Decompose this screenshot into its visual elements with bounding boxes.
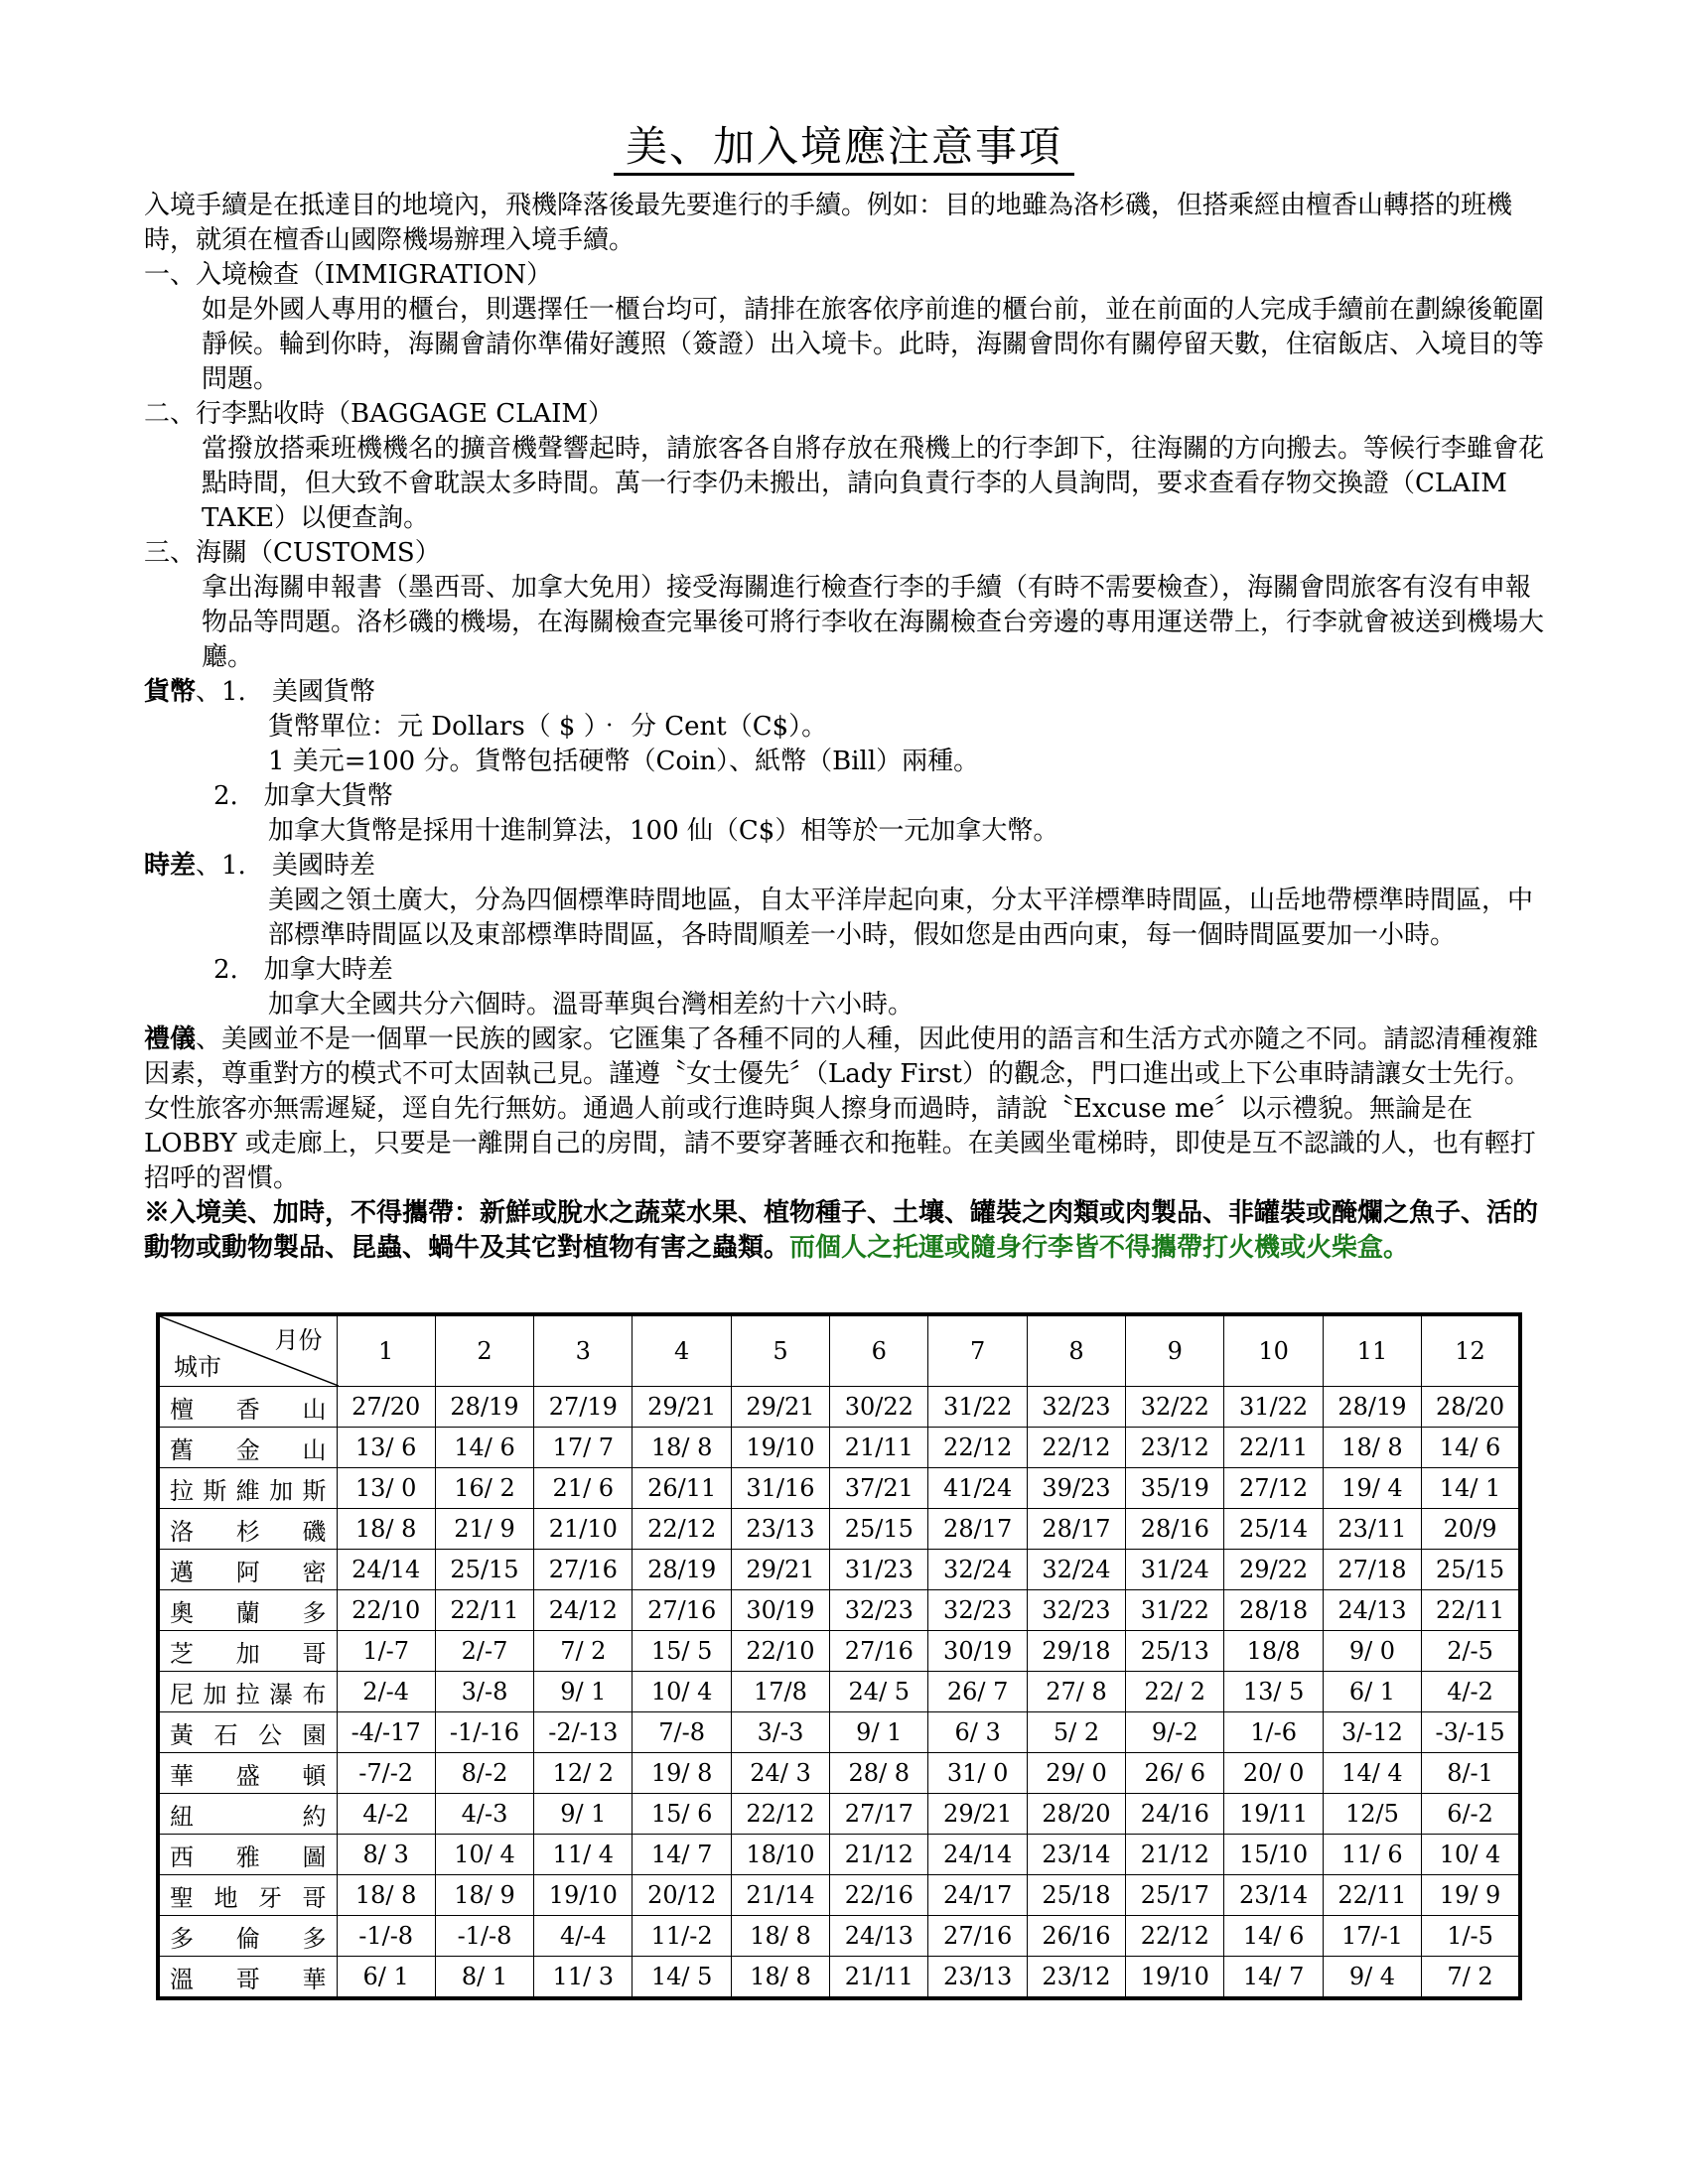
table-row bbox=[158, 1794, 1520, 1835]
temperature-cell: 27/12 bbox=[1224, 1468, 1323, 1509]
temperature-cell: 9/ 1 bbox=[830, 1712, 928, 1753]
temperature-cell: 23/12 bbox=[1126, 1428, 1224, 1468]
temperature-cell: 25/15 bbox=[1422, 1550, 1520, 1590]
table-row bbox=[158, 1916, 1520, 1957]
month-header: 9 bbox=[1126, 1314, 1224, 1387]
temperature-cell: 29/21 bbox=[928, 1794, 1027, 1835]
page-title bbox=[0, 119, 1688, 175]
month-header: 2 bbox=[435, 1314, 533, 1387]
timezone-item2-line1: 加拿大全國共分六個時。溫哥華與台灣相差約十六小時。 bbox=[268, 990, 914, 1020]
temperature-cell: 32/23 bbox=[1027, 1590, 1125, 1631]
timezone-item1-title: 、1. 美國時差 bbox=[196, 851, 375, 881]
currency-label: 貨幣 bbox=[144, 677, 197, 707]
temperature-cell: 31/24 bbox=[1126, 1550, 1224, 1590]
temperature-cell: 17/8 bbox=[731, 1672, 829, 1712]
temperature-cell: 14/ 5 bbox=[633, 1957, 731, 1999]
temperature-cell: 14/ 7 bbox=[633, 1835, 731, 1875]
temperature-cell: -7/-2 bbox=[337, 1753, 435, 1794]
temperature-cell: 28/17 bbox=[1027, 1509, 1125, 1550]
temperature-cell: 22/11 bbox=[435, 1590, 533, 1631]
temperature-cell: 24/14 bbox=[928, 1835, 1027, 1875]
temperature-cell: 31/23 bbox=[830, 1550, 928, 1590]
temperature-cell: 14/ 6 bbox=[1224, 1916, 1323, 1957]
temperature-cell: 25/18 bbox=[1027, 1875, 1125, 1916]
temperature-cell: -3/-15 bbox=[1422, 1712, 1520, 1753]
temperature-cell: 21/10 bbox=[534, 1509, 633, 1550]
temperature-cell: 6/-2 bbox=[1422, 1794, 1520, 1835]
temperature-cell: 27/19 bbox=[534, 1387, 633, 1428]
currency-item1-title: 、1. 美國貨幣 bbox=[196, 677, 375, 707]
section-baggage-heading: 二、行李點收時（BAGGAGE CLAIM） bbox=[144, 399, 615, 429]
temperature-cell: 4/-2 bbox=[337, 1794, 435, 1835]
document-body bbox=[144, 189, 1554, 1266]
temperature-cell: 18/ 8 bbox=[1323, 1428, 1421, 1468]
city-cell: 奧蘭多 bbox=[158, 1590, 337, 1631]
temperature-cell: 4/-4 bbox=[534, 1916, 633, 1957]
temperature-cell: -2/-13 bbox=[534, 1712, 633, 1753]
temperature-cell: 19/ 8 bbox=[633, 1753, 731, 1794]
temperature-cell: 21/12 bbox=[1126, 1835, 1224, 1875]
table-row bbox=[158, 1590, 1520, 1631]
city-cell: 尼加拉瀑布 bbox=[158, 1672, 337, 1712]
table-header-row bbox=[158, 1314, 1520, 1387]
temperature-cell: 12/ 2 bbox=[534, 1753, 633, 1794]
temperature-cell: 23/13 bbox=[731, 1509, 829, 1550]
temperature-cell: 14/ 4 bbox=[1323, 1753, 1421, 1794]
temperature-cell: 8/ 1 bbox=[435, 1957, 533, 1999]
city-cell: 多倫多 bbox=[158, 1916, 337, 1957]
weather-table bbox=[156, 1312, 1522, 2000]
temperature-cell: 8/ 3 bbox=[337, 1835, 435, 1875]
temperature-cell: 32/23 bbox=[928, 1590, 1027, 1631]
temperature-cell: 31/16 bbox=[731, 1468, 829, 1509]
corner-city-label: 城市 bbox=[174, 1353, 221, 1381]
temperature-cell: 21/11 bbox=[830, 1957, 928, 1999]
temperature-cell: 32/23 bbox=[1027, 1387, 1125, 1428]
currency-item1 bbox=[144, 675, 1554, 710]
table-row bbox=[158, 1631, 1520, 1672]
temperature-cell: 17/ 7 bbox=[534, 1428, 633, 1468]
temperature-cell: 11/ 3 bbox=[534, 1957, 633, 1999]
table-row bbox=[158, 1672, 1520, 1712]
month-header: 1 bbox=[337, 1314, 435, 1387]
temperature-cell: 27/16 bbox=[633, 1590, 731, 1631]
temperature-cell: 25/17 bbox=[1126, 1875, 1224, 1916]
temperature-cell: 22/11 bbox=[1224, 1428, 1323, 1468]
temperature-cell: 23/14 bbox=[1027, 1835, 1125, 1875]
city-cell: 黃石公園 bbox=[158, 1712, 337, 1753]
temperature-cell: 14/ 1 bbox=[1422, 1468, 1520, 1509]
table-corner-cell bbox=[158, 1314, 337, 1387]
temperature-cell: 20/ 0 bbox=[1224, 1753, 1323, 1794]
temperature-cell: 30/19 bbox=[928, 1631, 1027, 1672]
table-row bbox=[158, 1387, 1520, 1428]
temperature-cell: 21/ 6 bbox=[534, 1468, 633, 1509]
temperature-cell: 30/22 bbox=[830, 1387, 928, 1428]
temperature-cell: 2/-5 bbox=[1422, 1631, 1520, 1672]
temperature-cell: 22/12 bbox=[731, 1794, 829, 1835]
weather-table-wrapper bbox=[156, 1312, 1522, 2000]
timezone-item2-title: 2. 加拿大時差 bbox=[213, 955, 393, 985]
table-row bbox=[158, 1753, 1520, 1794]
temperature-cell: 16/ 2 bbox=[435, 1468, 533, 1509]
temperature-cell: 15/ 6 bbox=[633, 1794, 731, 1835]
temperature-cell: 3/-12 bbox=[1323, 1712, 1421, 1753]
temperature-cell: 19/10 bbox=[534, 1875, 633, 1916]
temperature-cell: 23/12 bbox=[1027, 1957, 1125, 1999]
temperature-cell: 32/24 bbox=[1027, 1550, 1125, 1590]
temperature-cell: 23/14 bbox=[1224, 1875, 1323, 1916]
temperature-cell: 22/11 bbox=[1422, 1590, 1520, 1631]
temperature-cell: 21/ 9 bbox=[435, 1509, 533, 1550]
temperature-cell: 3/-8 bbox=[435, 1672, 533, 1712]
temperature-cell: 12/5 bbox=[1323, 1794, 1421, 1835]
city-cell: 舊金山 bbox=[158, 1428, 337, 1468]
currency-item1-line1: 貨幣單位：元 Dollars（ $ ）‧ 分 Cent（C$）。 bbox=[268, 712, 828, 742]
city-cell: 拉斯維加斯 bbox=[158, 1468, 337, 1509]
city-cell: 芝加哥 bbox=[158, 1631, 337, 1672]
temperature-cell: 31/22 bbox=[1224, 1387, 1323, 1428]
temperature-cell: 20/9 bbox=[1422, 1509, 1520, 1550]
temperature-cell: 21/12 bbox=[830, 1835, 928, 1875]
temperature-cell: 4/-2 bbox=[1422, 1672, 1520, 1712]
temperature-cell: 1/-7 bbox=[337, 1631, 435, 1672]
temperature-cell: 27/17 bbox=[830, 1794, 928, 1835]
temperature-cell: 13/ 5 bbox=[1224, 1672, 1323, 1712]
temperature-cell: 18/ 8 bbox=[731, 1957, 829, 1999]
section-customs-heading: 三、海關（CUSTOMS） bbox=[144, 538, 441, 568]
temperature-cell: 27/16 bbox=[928, 1916, 1027, 1957]
city-cell: 洛杉磯 bbox=[158, 1509, 337, 1550]
temperature-cell: 9/ 4 bbox=[1323, 1957, 1421, 1999]
temperature-cell: 18/10 bbox=[731, 1835, 829, 1875]
temperature-cell: 32/22 bbox=[1126, 1387, 1224, 1428]
etiquette-paragraph bbox=[144, 1023, 1554, 1196]
month-header: 7 bbox=[928, 1314, 1027, 1387]
temperature-cell: 22/12 bbox=[633, 1509, 731, 1550]
temperature-cell: 28/16 bbox=[1126, 1509, 1224, 1550]
month-header: 6 bbox=[830, 1314, 928, 1387]
temperature-cell: 1/-6 bbox=[1224, 1712, 1323, 1753]
temperature-cell: 19/11 bbox=[1224, 1794, 1323, 1835]
temperature-cell: 19/10 bbox=[1126, 1957, 1224, 1999]
temperature-cell: 24/17 bbox=[928, 1875, 1027, 1916]
city-cell: 檀香山 bbox=[158, 1387, 337, 1428]
temperature-cell: 18/ 8 bbox=[337, 1509, 435, 1550]
temperature-cell: 27/20 bbox=[337, 1387, 435, 1428]
temperature-cell: 24/12 bbox=[534, 1590, 633, 1631]
intro-paragraph: 入境手續是在抵達目的地境內，飛機降落後最先要進行的手續。例如：目的地雖為洛杉磯，但搭乘經由檀香山轉搭的班機時，就須在檀香山國際機場辦理入境手續。 bbox=[144, 191, 1513, 255]
temperature-cell: 24/16 bbox=[1126, 1794, 1224, 1835]
temperature-cell: 28/19 bbox=[633, 1550, 731, 1590]
currency-item2-line1: 加拿大貨幣是採用十進制算法，100 仙（C$）相等於一元加拿大幣。 bbox=[268, 816, 1059, 846]
temperature-cell: 28/19 bbox=[1323, 1387, 1421, 1428]
temperature-cell: 6/ 1 bbox=[337, 1957, 435, 1999]
city-cell: 華盛頓 bbox=[158, 1753, 337, 1794]
temperature-cell: 26/11 bbox=[633, 1468, 731, 1509]
temperature-cell: 28/ 8 bbox=[830, 1753, 928, 1794]
temperature-cell: 3/-3 bbox=[731, 1712, 829, 1753]
temperature-cell: 22/10 bbox=[337, 1590, 435, 1631]
temperature-cell: 14/ 6 bbox=[435, 1428, 533, 1468]
city-cell: 溫哥華 bbox=[158, 1957, 337, 1999]
temperature-cell: 23/11 bbox=[1323, 1509, 1421, 1550]
temperature-cell: 19/ 4 bbox=[1323, 1468, 1421, 1509]
temperature-cell: 28/20 bbox=[1422, 1387, 1520, 1428]
section-immigration-body: 如是外國人專用的櫃台，則選擇任一櫃台均可，請排在旅客依序前進的櫃台前，並在前面的人完成手續前在劃線後範圍靜候。輪到你時，海關會請你準備好護照（簽證）出入境卡。此時，海關會問你有關停留天數，住宿飯店、入境目的等問題。 bbox=[202, 295, 1545, 394]
month-header: 12 bbox=[1422, 1314, 1520, 1387]
table-row bbox=[158, 1712, 1520, 1753]
table-row bbox=[158, 1875, 1520, 1916]
month-header: 5 bbox=[731, 1314, 829, 1387]
temperature-cell: 18/ 9 bbox=[435, 1875, 533, 1916]
section-immigration-heading: 一、入境檢查（IMMIGRATION） bbox=[144, 260, 553, 290]
etiquette-label: 禮儀 bbox=[144, 1024, 197, 1054]
temperature-cell: 28/20 bbox=[1027, 1794, 1125, 1835]
temperature-cell: 41/24 bbox=[928, 1468, 1027, 1509]
timezone-item1-line1: 美國之領土廣大，分為四個標準時間地區，自太平洋岸起向東，分太平洋標準時間區，山岳地帶標準時間區，中部標準時間區以及東部標準時間區，各時間順差一小時，假如您是由西向東，每一個時間區要加一小時。 bbox=[268, 886, 1534, 950]
temperature-cell: 11/ 4 bbox=[534, 1835, 633, 1875]
temperature-cell: 19/10 bbox=[731, 1428, 829, 1468]
temperature-cell: 14/ 6 bbox=[1422, 1428, 1520, 1468]
temperature-cell: 22/12 bbox=[1027, 1428, 1125, 1468]
temperature-cell: 9/ 1 bbox=[534, 1672, 633, 1712]
temperature-cell: 13/ 6 bbox=[337, 1428, 435, 1468]
temperature-cell: 22/16 bbox=[830, 1875, 928, 1916]
table-row bbox=[158, 1550, 1520, 1590]
city-cell: 聖地牙哥 bbox=[158, 1875, 337, 1916]
temperature-cell: 25/15 bbox=[435, 1550, 533, 1590]
temperature-cell: 28/19 bbox=[435, 1387, 533, 1428]
currency-item1-line2: 1 美元=100 分。貨幣包括硬幣（Coin）、紙幣（Bill）兩種。 bbox=[268, 747, 980, 776]
city-cell: 紐約 bbox=[158, 1794, 337, 1835]
temperature-cell: 8/-2 bbox=[435, 1753, 533, 1794]
temperature-cell: 15/ 5 bbox=[633, 1631, 731, 1672]
temperature-cell: -1/-8 bbox=[435, 1916, 533, 1957]
temperature-cell: -4/-17 bbox=[337, 1712, 435, 1753]
temperature-cell: 31/22 bbox=[1126, 1590, 1224, 1631]
temperature-cell: 26/16 bbox=[1027, 1916, 1125, 1957]
temperature-cell: 20/12 bbox=[633, 1875, 731, 1916]
table-row bbox=[158, 1957, 1520, 1999]
table-row bbox=[158, 1835, 1520, 1875]
temperature-cell: 29/21 bbox=[731, 1550, 829, 1590]
temperature-cell: 13/ 0 bbox=[337, 1468, 435, 1509]
temperature-cell: 18/8 bbox=[1224, 1631, 1323, 1672]
page-title-text: 美、加入境應注意事項 bbox=[614, 122, 1074, 176]
temperature-cell: 5/ 2 bbox=[1027, 1712, 1125, 1753]
temperature-cell: 31/ 0 bbox=[928, 1753, 1027, 1794]
temperature-cell: 2/-4 bbox=[337, 1672, 435, 1712]
temperature-cell: 6/ 3 bbox=[928, 1712, 1027, 1753]
section-baggage-body: 當撥放搭乘班機機名的擴音機聲響起時，請旅客各自將存放在飛機上的行李卸下，往海關的方向搬去。等候行李雖會花點時間，但大致不會耽誤太多時間。萬一行李仍未搬出，請向負責行李的人員詢問，要求查看存物交換證（CLAIM TAKE）以便查詢。 bbox=[202, 434, 1545, 533]
temperature-cell: 29/22 bbox=[1224, 1550, 1323, 1590]
etiquette-body: 、美國並不是一個單一民族的國家。它匯集了各種不同的人種，因此使用的語言和生活方式亦隨之不同。請認清種複雜因素，尊重對方的模式不可太固執己見。謹遵〝女士優先〞（Lady First）的觀念，門口進出或上下公車時請讓女士先行。女性旅客亦無需遲疑，逕自先行無妨。通過人前或行進時與人擦身而過時，請說〝Excuse me〞以示禮貌。無論是在 LOBBY 或走廊上，只要是一離開自己的房間，請不要穿著睡衣和拖鞋。在美國坐電梯時，即使是互不認識的人，也有輕打招呼的習慣。 bbox=[144, 1024, 1539, 1193]
section-customs-body: 拿出海關申報書（墨西哥、加拿大免用）接受海關進行檢查行李的手續（有時不需要檢查），海關會問旅客有沒有申報物品等問題。洛杉磯的機場，在海關檢查完畢後可將行李收在海關檢查台旁邊的專用運送帶上，行李就會被送到機場大廳。 bbox=[202, 573, 1545, 672]
temperature-cell: 27/16 bbox=[830, 1631, 928, 1672]
city-cell: 西雅圖 bbox=[158, 1835, 337, 1875]
temperature-cell: 10/ 4 bbox=[435, 1835, 533, 1875]
temperature-cell: 7/ 2 bbox=[534, 1631, 633, 1672]
temperature-cell: 9/-2 bbox=[1126, 1712, 1224, 1753]
temperature-cell: 22/11 bbox=[1323, 1875, 1421, 1916]
temperature-cell: 6/ 1 bbox=[1323, 1672, 1421, 1712]
temperature-cell: 26/ 6 bbox=[1126, 1753, 1224, 1794]
month-header: 4 bbox=[633, 1314, 731, 1387]
table-body bbox=[158, 1387, 1520, 1999]
temperature-cell: -1/-8 bbox=[337, 1916, 435, 1957]
temperature-cell: 24/ 5 bbox=[830, 1672, 928, 1712]
temperature-cell: 8/-1 bbox=[1422, 1753, 1520, 1794]
warning-green-text: 而個人之托運或隨身行李皆不得攜帶打火機或火柴盒。 bbox=[789, 1233, 1410, 1263]
temperature-cell: 25/15 bbox=[830, 1509, 928, 1550]
temperature-cell: 10/ 4 bbox=[633, 1672, 731, 1712]
temperature-cell: 27/ 8 bbox=[1027, 1672, 1125, 1712]
temperature-cell: 29/21 bbox=[633, 1387, 731, 1428]
temperature-cell: 39/23 bbox=[1027, 1468, 1125, 1509]
temperature-cell: 25/13 bbox=[1126, 1631, 1224, 1672]
month-header: 10 bbox=[1224, 1314, 1323, 1387]
timezone-label: 時差 bbox=[144, 851, 197, 881]
temperature-cell: 35/19 bbox=[1126, 1468, 1224, 1509]
temperature-cell: 9/ 1 bbox=[534, 1794, 633, 1835]
temperature-cell: 29/18 bbox=[1027, 1631, 1125, 1672]
currency-item2-title: 2. 加拿大貨幣 bbox=[213, 781, 393, 811]
temperature-cell: 24/ 3 bbox=[731, 1753, 829, 1794]
temperature-cell: 26/ 7 bbox=[928, 1672, 1027, 1712]
temperature-cell: 22/10 bbox=[731, 1631, 829, 1672]
temperature-cell: 23/13 bbox=[928, 1957, 1027, 1999]
corner-month-label: 月份 bbox=[274, 1326, 323, 1354]
temperature-cell: 28/18 bbox=[1224, 1590, 1323, 1631]
temperature-cell: 32/23 bbox=[830, 1590, 928, 1631]
table-row bbox=[158, 1428, 1520, 1468]
temperature-cell: 24/13 bbox=[1323, 1590, 1421, 1631]
temperature-cell: 22/12 bbox=[928, 1428, 1027, 1468]
temperature-cell: 9/ 0 bbox=[1323, 1631, 1421, 1672]
table-row bbox=[158, 1509, 1520, 1550]
temperature-cell: 21/14 bbox=[731, 1875, 829, 1916]
timezone-item1 bbox=[144, 849, 1554, 884]
temperature-cell: 22/ 2 bbox=[1126, 1672, 1224, 1712]
city-cell: 邁阿密 bbox=[158, 1550, 337, 1590]
month-header: 8 bbox=[1027, 1314, 1125, 1387]
temperature-cell: 11/-2 bbox=[633, 1916, 731, 1957]
month-header: 11 bbox=[1323, 1314, 1421, 1387]
temperature-cell: -1/-16 bbox=[435, 1712, 533, 1753]
temperature-cell: 10/ 4 bbox=[1422, 1835, 1520, 1875]
temperature-cell: 27/16 bbox=[534, 1550, 633, 1590]
temperature-cell: 32/24 bbox=[928, 1550, 1027, 1590]
temperature-cell: 25/14 bbox=[1224, 1509, 1323, 1550]
month-header: 3 bbox=[534, 1314, 633, 1387]
temperature-cell: 24/14 bbox=[337, 1550, 435, 1590]
temperature-cell: 17/-1 bbox=[1323, 1916, 1421, 1957]
warning-paragraph bbox=[144, 1196, 1554, 1266]
temperature-cell: 27/18 bbox=[1323, 1550, 1421, 1590]
temperature-cell: 18/ 8 bbox=[337, 1875, 435, 1916]
temperature-cell: 24/13 bbox=[830, 1916, 928, 1957]
temperature-cell: 31/22 bbox=[928, 1387, 1027, 1428]
temperature-cell: 22/12 bbox=[1126, 1916, 1224, 1957]
temperature-cell: 18/ 8 bbox=[633, 1428, 731, 1468]
temperature-cell: 18/ 8 bbox=[731, 1916, 829, 1957]
temperature-cell: 29/21 bbox=[731, 1387, 829, 1428]
temperature-cell: 14/ 7 bbox=[1224, 1957, 1323, 1999]
temperature-cell: 19/ 9 bbox=[1422, 1875, 1520, 1916]
table-row bbox=[158, 1468, 1520, 1509]
temperature-cell: 37/21 bbox=[830, 1468, 928, 1509]
temperature-cell: 7/-8 bbox=[633, 1712, 731, 1753]
temperature-cell: 28/17 bbox=[928, 1509, 1027, 1550]
temperature-cell: 2/-7 bbox=[435, 1631, 533, 1672]
temperature-cell: 15/10 bbox=[1224, 1835, 1323, 1875]
temperature-cell: 4/-3 bbox=[435, 1794, 533, 1835]
temperature-cell: 21/11 bbox=[830, 1428, 928, 1468]
temperature-cell: 29/ 0 bbox=[1027, 1753, 1125, 1794]
temperature-cell: 7/ 2 bbox=[1422, 1957, 1520, 1999]
temperature-cell: 11/ 6 bbox=[1323, 1835, 1421, 1875]
temperature-cell: 1/-5 bbox=[1422, 1916, 1520, 1957]
warning-text: ※入境美、加時，不得攜帶：新鮮或脫水之蔬菜水果、植物種子、土壤、罐裝之肉類或肉製品、非罐裝或醃爛之魚子、活的動物或動物製品、昆蟲、蝸牛及其它對植物有害之蟲類。 bbox=[144, 1198, 1539, 1263]
temperature-cell: 30/19 bbox=[731, 1590, 829, 1631]
